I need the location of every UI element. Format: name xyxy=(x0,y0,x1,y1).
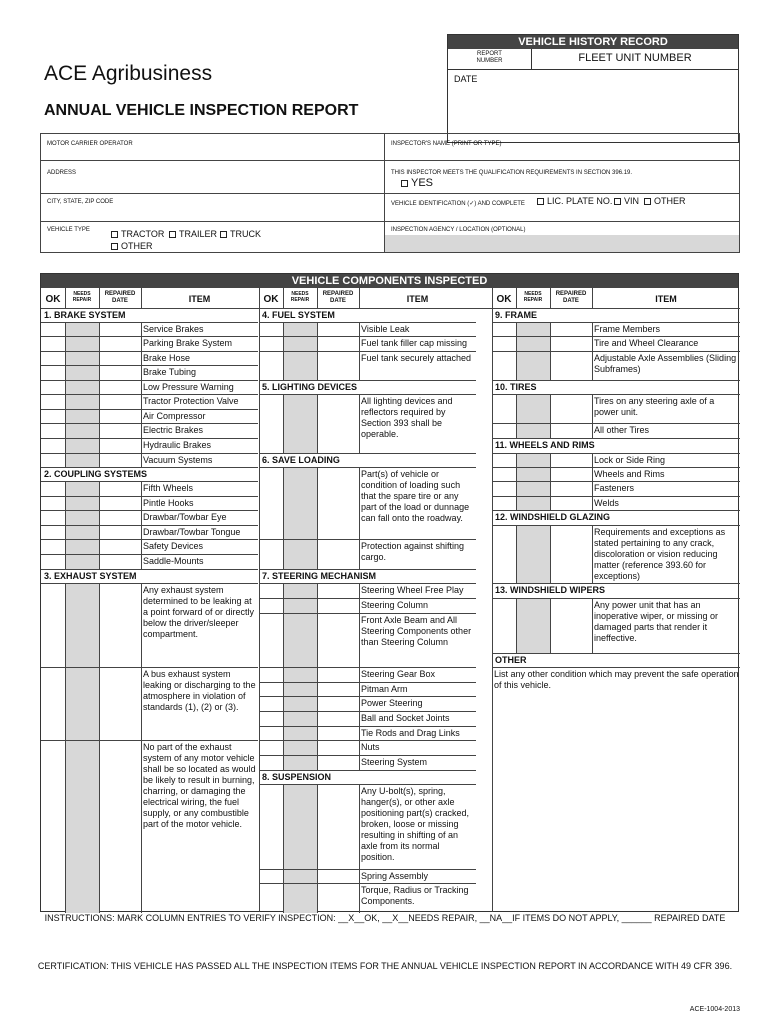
yes-label: YES xyxy=(411,177,434,189)
needs-repair-checkbox[interactable] xyxy=(516,351,550,380)
inspection-item: Fuel tank securely attached xyxy=(361,353,472,363)
needs-repair-checkbox[interactable] xyxy=(283,696,317,711)
ok-checkbox[interactable] xyxy=(41,380,65,394)
repaired-date-field[interactable] xyxy=(317,784,359,869)
repaired-date-field[interactable] xyxy=(99,351,141,365)
needs-repair-checkbox[interactable] xyxy=(283,539,317,569)
repaired-date-field[interactable] xyxy=(317,351,359,380)
components-title: VEHICLE COMPONENTS INSPECTED xyxy=(41,274,738,288)
repaired-date-field[interactable] xyxy=(99,438,141,453)
section-divider xyxy=(41,569,258,570)
needs-repair-checkbox[interactable] xyxy=(65,409,99,423)
ok-checkbox[interactable] xyxy=(259,755,283,770)
repaired-date-field[interactable] xyxy=(99,481,141,496)
needs-repair-checkbox[interactable] xyxy=(283,740,317,755)
repaired-date-field[interactable] xyxy=(317,726,359,740)
needs-repair-checkbox[interactable] xyxy=(283,394,317,453)
vehicle-identification-label: VEHICLE IDENTIFICATION (✓) AND COMPLETE xyxy=(391,201,525,207)
inspection-item: Steering Wheel Free Play xyxy=(361,585,464,595)
checkbox-icon xyxy=(111,243,118,250)
ok-checkbox[interactable] xyxy=(259,667,283,682)
col-header-item: ITEM xyxy=(188,294,211,304)
inspection-item: Welds xyxy=(594,498,619,508)
certification: CERTIFICATION: THIS VEHICLE HAS PASSED ALL THE INSPECTION ITEMS FOR THE ANNUAL VEHICLE INSPECTION REPORT IN ACCORDANCE WITH 49 CFR 396. xyxy=(37,961,733,971)
needs-repair-checkbox[interactable] xyxy=(65,667,99,740)
section-divider xyxy=(492,380,740,381)
vehicle-history-record xyxy=(447,34,739,143)
section-heading: OTHER xyxy=(495,655,527,665)
inspection-item: Drawbar/Towbar Tongue xyxy=(143,527,241,537)
needs-repair-checkbox[interactable] xyxy=(283,711,317,726)
needs-repair-checkbox[interactable] xyxy=(65,539,99,554)
lic-plate-checkbox[interactable] xyxy=(531,195,618,207)
ok-checkbox[interactable] xyxy=(41,740,65,913)
checkbox-icon xyxy=(537,198,544,205)
section-heading: 2. COUPLING SYSTEMS xyxy=(44,469,148,479)
checkbox-icon xyxy=(111,231,118,238)
repaired-date-field[interactable] xyxy=(99,525,141,539)
ok-checkbox[interactable] xyxy=(259,394,283,453)
ok-checkbox[interactable] xyxy=(41,496,65,510)
repaired-date-field[interactable] xyxy=(550,322,592,336)
checkbox-icon xyxy=(220,231,227,238)
inspection-item: Steering Gear Box xyxy=(361,669,436,679)
section-divider xyxy=(259,380,476,381)
repaired-date-field[interactable] xyxy=(317,883,359,913)
section-heading: 1. BRAKE SYSTEM xyxy=(44,310,126,320)
repaired-date-field[interactable] xyxy=(317,869,359,883)
ok-checkbox[interactable] xyxy=(41,336,65,351)
form-number: ACE-1004-2013 xyxy=(689,1006,740,1013)
needs-repair-checkbox[interactable] xyxy=(65,351,99,365)
needs-repair-checkbox[interactable] xyxy=(65,380,99,394)
col-header-needs: NEEDS REPAIR xyxy=(72,291,92,303)
col-header-ok: OK xyxy=(45,294,61,305)
inspection-item: Lock or Side Ring xyxy=(594,455,666,465)
inspection-item: Brake Hose xyxy=(143,353,191,363)
inspection-item: Any U-bolt(s), spring, hanger(s), or other axle positioning part(s) cracked, broken, loose or missing resulting in shifting of an axle from its normal position. xyxy=(361,786,470,862)
needs-repair-checkbox[interactable] xyxy=(516,322,550,336)
ok-checkbox[interactable] xyxy=(41,365,65,380)
ok-checkbox[interactable] xyxy=(492,351,516,380)
needs-repair-checkbox[interactable] xyxy=(516,453,550,467)
needs-repair-checkbox[interactable] xyxy=(65,453,99,467)
trailer-label: TRAILER xyxy=(179,229,218,239)
inspection-item: Front Axle Beam and All Steering Components other than Steering Column xyxy=(361,615,472,647)
vehicle-history-title: VEHICLE HISTORY RECORD xyxy=(448,35,738,49)
inspection-item: Fifth Wheels xyxy=(143,483,194,493)
repaired-date-field[interactable] xyxy=(317,583,359,598)
repaired-date-field[interactable] xyxy=(550,423,592,438)
needs-repair-checkbox[interactable] xyxy=(283,726,317,740)
type-other-label: OTHER xyxy=(121,241,153,251)
inspection-item: Electric Brakes xyxy=(143,425,204,435)
ok-checkbox[interactable] xyxy=(41,554,65,569)
repaired-date-field[interactable] xyxy=(550,525,592,583)
inspection-item: Fuel tank filler cap missing xyxy=(361,338,468,348)
inspection-item: Pitman Arm xyxy=(361,684,408,694)
needs-repair-checkbox[interactable] xyxy=(65,394,99,409)
repaired-date-field[interactable] xyxy=(99,740,141,913)
needs-repair-checkbox[interactable] xyxy=(283,883,317,913)
repaired-date-field[interactable] xyxy=(99,496,141,510)
inspector-name-field[interactable]: INSPECTOR'S NAME (PRINT OR TYPE) xyxy=(391,141,502,147)
repaired-date-field[interactable] xyxy=(99,423,141,438)
ok-checkbox[interactable] xyxy=(259,467,283,539)
vehicle-type-label: VEHICLE TYPE xyxy=(47,227,90,233)
inspection-item: Hydraulic Brakes xyxy=(143,440,212,450)
col-header-needs: NEEDS REPAIR xyxy=(523,291,543,303)
section-heading: 8. SUSPENSION xyxy=(262,772,332,782)
inspection-item: Tire and Wheel Clearance xyxy=(594,338,699,348)
ok-checkbox[interactable] xyxy=(259,336,283,351)
repaired-date-field[interactable] xyxy=(99,554,141,569)
ok-checkbox[interactable] xyxy=(492,336,516,351)
section-divider xyxy=(259,308,476,309)
ok-checkbox[interactable] xyxy=(41,351,65,365)
needs-repair-checkbox[interactable] xyxy=(65,336,99,351)
repaired-date-field[interactable] xyxy=(99,394,141,409)
ok-checkbox[interactable] xyxy=(492,525,516,583)
needs-repair-checkbox[interactable] xyxy=(65,510,99,525)
needs-repair-checkbox[interactable] xyxy=(516,525,550,583)
inspection-item: Parking Brake System xyxy=(143,338,233,348)
ok-checkbox[interactable] xyxy=(492,394,516,423)
inspection-item: Saddle-Mounts xyxy=(143,556,204,566)
ok-checkbox[interactable] xyxy=(259,351,283,380)
section-heading: 13. WINDSHIELD WIPERS xyxy=(495,585,606,595)
needs-repair-checkbox[interactable] xyxy=(65,438,99,453)
section-heading: 12. WINDSHIELD GLAZING xyxy=(495,512,611,522)
ok-checkbox[interactable] xyxy=(492,322,516,336)
needs-repair-checkbox[interactable] xyxy=(65,554,99,569)
repaired-date-field[interactable] xyxy=(550,336,592,351)
section-divider xyxy=(492,510,740,511)
report-title: ANNUAL VEHICLE INSPECTION REPORT xyxy=(44,102,359,119)
ok-checkbox[interactable] xyxy=(492,467,516,481)
col-header-repaired: REPAIRED DATE xyxy=(555,291,587,304)
repaired-date-field[interactable] xyxy=(317,322,359,336)
inspection-item: Power Steering xyxy=(361,698,423,708)
repaired-date-field[interactable] xyxy=(550,467,592,481)
section-divider xyxy=(492,438,740,439)
ok-checkbox[interactable] xyxy=(492,496,516,510)
fleet-unit-number-field[interactable]: FLEET UNIT NUMBER xyxy=(578,52,692,64)
tractor-label: TRACTOR xyxy=(121,229,165,239)
ok-checkbox[interactable] xyxy=(259,682,283,696)
needs-repair-checkbox[interactable] xyxy=(283,336,317,351)
section-divider xyxy=(259,453,476,454)
inspection-item: Drawbar/Towbar Eye xyxy=(143,512,227,522)
ok-checkbox[interactable] xyxy=(492,423,516,438)
id-other-label: OTHER xyxy=(654,196,686,206)
ok-checkbox[interactable] xyxy=(41,423,65,438)
ok-checkbox[interactable] xyxy=(41,525,65,539)
ok-checkbox[interactable] xyxy=(41,481,65,496)
repaired-date-field[interactable] xyxy=(99,583,141,667)
col-header-item: ITEM xyxy=(406,294,429,304)
components-table xyxy=(40,273,739,912)
inspection-item: Steering Column xyxy=(361,600,429,610)
col-header-needs: NEEDS REPAIR xyxy=(290,291,310,303)
repaired-date-field[interactable] xyxy=(99,667,141,740)
ok-checkbox[interactable] xyxy=(259,613,283,667)
date-field[interactable]: DATE xyxy=(454,74,478,84)
needs-repair-checkbox[interactable] xyxy=(65,322,99,336)
repaired-date-field[interactable] xyxy=(99,336,141,351)
ok-checkbox[interactable] xyxy=(259,883,283,913)
ok-checkbox[interactable] xyxy=(259,869,283,883)
repaired-date-field[interactable] xyxy=(317,394,359,453)
needs-repair-checkbox[interactable] xyxy=(65,481,99,496)
inspection-item: Torque, Radius or Tracking Components. xyxy=(361,885,469,906)
ok-checkbox[interactable] xyxy=(492,453,516,467)
address-field[interactable]: ADDRESS xyxy=(47,170,77,176)
needs-repair-checkbox[interactable] xyxy=(516,598,550,653)
needs-repair-checkbox[interactable] xyxy=(283,583,317,598)
ok-checkbox[interactable] xyxy=(259,711,283,726)
needs-repair-checkbox[interactable] xyxy=(516,481,550,496)
truck-label: TRUCK xyxy=(230,229,261,239)
inspection-item: Safety Devices xyxy=(143,541,204,551)
repaired-date-field[interactable] xyxy=(317,682,359,696)
col-header-ok: OK xyxy=(496,294,512,305)
ok-checkbox[interactable] xyxy=(259,583,283,598)
repaired-date-field[interactable] xyxy=(317,755,359,770)
needs-repair-checkbox[interactable] xyxy=(516,394,550,423)
needs-repair-checkbox[interactable] xyxy=(516,336,550,351)
section-heading: 5. LIGHTING DEVICES xyxy=(262,382,358,392)
ok-checkbox[interactable] xyxy=(259,726,283,740)
needs-repair-checkbox[interactable] xyxy=(283,613,317,667)
repaired-date-field[interactable] xyxy=(99,322,141,336)
needs-repair-checkbox[interactable] xyxy=(283,598,317,613)
checkbox-icon xyxy=(401,180,408,187)
section-divider xyxy=(492,653,740,654)
repaired-date-field[interactable] xyxy=(99,539,141,554)
repaired-date-field[interactable] xyxy=(317,711,359,726)
section-divider xyxy=(492,583,740,584)
ok-checkbox[interactable] xyxy=(492,598,516,653)
truck-checkbox[interactable] xyxy=(214,228,267,240)
inspection-item: Requirements and exceptions as stated pertaining to any crack, discoloration or vision reducing matter (reference 393.60 for exceptions) xyxy=(594,527,726,581)
repaired-date-field[interactable] xyxy=(317,598,359,613)
inspection-item: Wheels and Rims xyxy=(594,469,665,479)
needs-repair-checkbox[interactable] xyxy=(283,322,317,336)
repaired-date-field[interactable] xyxy=(317,539,359,569)
needs-repair-checkbox[interactable] xyxy=(283,755,317,770)
inspection-item: Protection against shifting cargo. xyxy=(361,541,465,562)
ok-checkbox[interactable] xyxy=(259,598,283,613)
repaired-date-field[interactable] xyxy=(550,481,592,496)
col-header-repaired: REPAIRED DATE xyxy=(322,291,354,304)
row-divider xyxy=(492,667,740,668)
other-conditions-field[interactable]: List any other condition which may prevent the safe operation of this vehicle. xyxy=(494,669,739,690)
repaired-date-field[interactable] xyxy=(99,409,141,423)
inspection-agency-field[interactable]: INSPECTION AGENCY / LOCATION (OPTIONAL) xyxy=(391,227,526,233)
inspection-item: Tires on any steering axle of a power unit. xyxy=(594,396,715,417)
needs-repair-checkbox[interactable] xyxy=(283,467,317,539)
needs-repair-checkbox[interactable] xyxy=(65,365,99,380)
yes-checkbox[interactable] xyxy=(395,177,439,189)
col-header-repaired: REPAIRED DATE xyxy=(104,291,136,304)
ok-checkbox[interactable] xyxy=(259,696,283,711)
needs-repair-checkbox[interactable] xyxy=(65,740,99,913)
needs-repair-checkbox[interactable] xyxy=(516,423,550,438)
inspection-item: Pintle Hooks xyxy=(143,498,194,508)
inspection-item: Low Pressure Warning xyxy=(143,382,234,392)
qualification-statement: THIS INSPECTOR MEETS THE QUALIFICATION REQUIREMENTS IN SECTION 396.19. xyxy=(391,170,633,176)
ok-checkbox[interactable] xyxy=(259,322,283,336)
checkbox-icon xyxy=(169,231,176,238)
section-divider xyxy=(41,308,258,309)
repaired-date-field[interactable] xyxy=(317,336,359,351)
ok-checkbox[interactable] xyxy=(41,394,65,409)
section-heading: 9. FRAME xyxy=(495,310,538,320)
repaired-date-field[interactable] xyxy=(99,453,141,467)
inspection-item: Ball and Socket Joints xyxy=(361,713,450,723)
checkbox-icon xyxy=(644,198,651,205)
ok-checkbox[interactable] xyxy=(259,784,283,869)
needs-repair-checkbox[interactable] xyxy=(283,784,317,869)
inspection-item: Tie Rods and Drag Links xyxy=(361,728,460,738)
ok-checkbox[interactable] xyxy=(259,740,283,755)
id-other-checkbox[interactable] xyxy=(638,195,692,207)
repaired-date-field[interactable] xyxy=(317,613,359,667)
col-header-ok: OK xyxy=(263,294,279,305)
section-divider xyxy=(259,770,476,771)
instructions: INSTRUCTIONS: MARK COLUMN ENTRIES TO VERIFY INSPECTION: __X__OK, __X__NEEDS REPAIR, __NA__IF ITEMS DO NOT APPLY, ______ REPAIRED DATE xyxy=(44,913,726,923)
inspection-item: A bus exhaust system leaking or discharging to the atmosphere in violation of standards (1), (2) or (3). xyxy=(143,669,256,712)
repaired-date-field[interactable] xyxy=(550,598,592,653)
section-divider xyxy=(492,308,740,309)
col-header-item: ITEM xyxy=(655,294,677,304)
repaired-date-field[interactable] xyxy=(550,496,592,510)
inspection-item: Spring Assembly xyxy=(361,871,429,881)
inspection-item: All lighting devices and reflectors required by Section 393 shall be operable. xyxy=(361,396,453,439)
needs-repair-checkbox[interactable] xyxy=(283,682,317,696)
repaired-date-field[interactable] xyxy=(317,696,359,711)
inspection-item: Steering System xyxy=(361,757,428,767)
ok-checkbox[interactable] xyxy=(41,409,65,423)
repaired-date-field[interactable] xyxy=(550,351,592,380)
needs-repair-checkbox[interactable] xyxy=(65,525,99,539)
ok-checkbox[interactable] xyxy=(259,539,283,569)
ok-checkbox[interactable] xyxy=(41,510,65,525)
section-heading: 3. EXHAUST SYSTEM xyxy=(44,571,137,581)
inspection-item: Vacuum Systems xyxy=(143,455,213,465)
repaired-date-field[interactable] xyxy=(317,467,359,539)
needs-repair-checkbox[interactable] xyxy=(65,496,99,510)
repaired-date-field[interactable] xyxy=(550,394,592,423)
repaired-date-field[interactable] xyxy=(550,453,592,467)
inspection-item: Tractor Protection Valve xyxy=(143,396,239,406)
inspection-item: Any exhaust system determined to be leaking at a point forward of or directly below the driver/sleeper compartment. xyxy=(143,585,255,639)
section-heading: 4. FUEL SYSTEM xyxy=(262,310,335,320)
section-heading: 7. STEERING MECHANISM xyxy=(262,571,377,581)
repaired-date-field[interactable] xyxy=(317,740,359,755)
inspection-item: No part of the exhaust system of any motor vehicle shall be so located as would be likely to result in burning, charring, or damaging the electrical wiring, the fuel supply, or any combustible part of the motor vehicle. xyxy=(143,742,256,829)
needs-repair-checkbox[interactable] xyxy=(283,869,317,883)
inspection-item: Nuts xyxy=(361,742,380,752)
ok-checkbox[interactable] xyxy=(41,453,65,467)
checkbox-icon xyxy=(614,198,621,205)
section-divider xyxy=(41,467,258,468)
inspection-item: Frame Members xyxy=(594,324,661,334)
inspection-item: All other Tires xyxy=(594,425,650,435)
ok-checkbox[interactable] xyxy=(41,322,65,336)
inspection-item: Visible Leak xyxy=(361,324,410,334)
ok-checkbox[interactable] xyxy=(492,481,516,496)
inspection-item: Brake Tubing xyxy=(143,367,197,377)
inspection-item: Fasteners xyxy=(594,483,635,493)
tractor-checkbox[interactable] xyxy=(105,228,170,240)
motor-carrier-field[interactable]: MOTOR CARRIER OPERATOR xyxy=(47,141,133,147)
ok-checkbox[interactable] xyxy=(41,438,65,453)
report-number-field[interactable]: REPORT NUMBER xyxy=(448,49,532,69)
section-divider xyxy=(259,569,476,570)
needs-repair-checkbox[interactable] xyxy=(65,583,99,667)
vin-label: VIN xyxy=(624,196,640,206)
needs-repair-checkbox[interactable] xyxy=(516,467,550,481)
ok-checkbox[interactable] xyxy=(41,667,65,740)
repaired-date-field[interactable] xyxy=(99,510,141,525)
type-other-checkbox[interactable] xyxy=(105,240,159,252)
company-name: ACE Agribusiness xyxy=(44,62,213,85)
needs-repair-checkbox[interactable] xyxy=(283,667,317,682)
inspection-item: Adjustable Axle Assemblies (Sliding Subframes) xyxy=(594,353,737,374)
repaired-date-field[interactable] xyxy=(317,667,359,682)
lic-plate-label: LIC. PLATE NO. xyxy=(547,196,613,206)
inspection-item: Service Brakes xyxy=(143,324,204,334)
section-heading: 6. SAVE LOADING xyxy=(262,455,340,465)
inspection-item: Part(s) of vehicle or condition of loading such that the spare tire or any part of the load or dunnage can fall onto the roadway. xyxy=(361,469,470,523)
header-form xyxy=(40,133,740,253)
needs-repair-checkbox[interactable] xyxy=(65,423,99,438)
needs-repair-checkbox[interactable] xyxy=(283,351,317,380)
section-heading: 11. WHEELS AND RIMS xyxy=(495,440,595,450)
section-heading: 10. TIRES xyxy=(495,382,537,392)
needs-repair-checkbox[interactable] xyxy=(516,496,550,510)
repaired-date-field[interactable] xyxy=(99,380,141,394)
repaired-date-field[interactable] xyxy=(99,365,141,380)
ok-checkbox[interactable] xyxy=(41,539,65,554)
city-state-zip-field[interactable]: CITY, STATE, ZIP CODE xyxy=(47,199,114,205)
inspection-item: Any power unit that has an inoperative wiper, or missing or damaged parts that render it ineffective. xyxy=(594,600,719,643)
inspection-item: Air Compressor xyxy=(143,411,206,421)
ok-checkbox[interactable] xyxy=(41,583,65,667)
